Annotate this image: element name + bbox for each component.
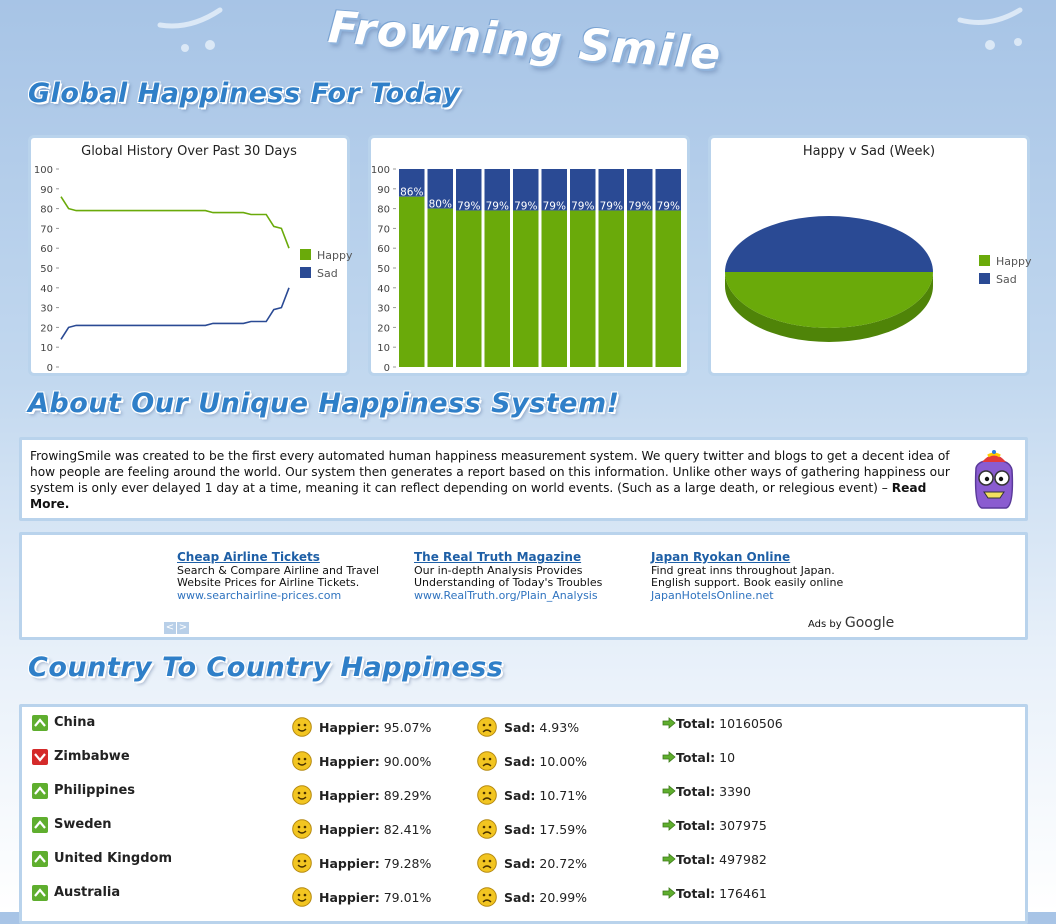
trend-up-icon: [32, 715, 48, 731]
y-tick-label: 70: [377, 224, 390, 236]
total-count: 10160506: [719, 716, 783, 731]
ad-title[interactable]: The Real Truth Magazine: [414, 550, 582, 564]
total-count: 497982: [719, 852, 767, 867]
section-title-about: About Our Unique Happiness System!: [28, 388, 620, 419]
about-text: [30, 448, 960, 512]
sad-percent: 10.00%: [539, 754, 588, 769]
sad-percent: 17.59%: [539, 822, 588, 837]
line-series-sad: [61, 288, 289, 340]
sad-label: Sad:: [504, 822, 536, 837]
chart-panel-bars: [368, 135, 690, 376]
country-name[interactable]: Sweden: [54, 817, 112, 832]
trend-up-icon: [32, 851, 48, 867]
happier-value: [319, 788, 431, 803]
y-tick-label: 100: [33, 165, 53, 176]
happier-percent: 79.01%: [383, 890, 432, 905]
sad-value: [504, 822, 587, 837]
country-row: [22, 749, 1022, 783]
happier-percent: 90.00%: [383, 754, 432, 769]
total-count: 3390: [719, 784, 751, 799]
happier-percent: 82.41%: [383, 822, 432, 837]
arrow-right-icon: [662, 819, 676, 831]
arrow-right-icon: [662, 751, 676, 763]
ads-by-label: Ads by: [808, 619, 842, 630]
google-logo: Google: [844, 615, 895, 631]
ad-description: Our in-depth Analysis Provides Understanding of Today's Troubles: [414, 564, 603, 589]
total-label: Total:: [676, 852, 716, 867]
bar-happy: [513, 211, 539, 367]
ad-url[interactable]: www.RealTruth.org/Plain_Analysis: [414, 589, 598, 602]
y-tick-label: 50: [377, 264, 390, 275]
happier-value: [319, 754, 431, 769]
country-name[interactable]: Philippines: [54, 783, 136, 798]
happy-face-icon: [292, 717, 312, 737]
legend-label: Happy: [317, 249, 353, 262]
country-name[interactable]: United Kingdom: [54, 851, 173, 866]
country-name[interactable]: Zimbabwe: [54, 749, 130, 764]
sad-face-icon: [477, 785, 497, 805]
y-tick-label: 20: [40, 323, 53, 335]
site-logo[interactable]: Frowning Smile: [326, 2, 723, 81]
read-more-link[interactable]: Read More.: [30, 481, 927, 511]
bar-happy: [570, 211, 596, 367]
happier-value: [319, 822, 431, 837]
happier-percent: 89.29%: [383, 788, 432, 803]
ad-url[interactable]: www.searchairline-prices.com: [177, 589, 342, 602]
legend-swatch: [979, 255, 990, 266]
total-count: 10: [719, 750, 736, 765]
country-name[interactable]: China: [54, 715, 96, 730]
y-tick-label: 100: [370, 165, 390, 176]
country-row: [22, 885, 1022, 919]
ads-prev-button[interactable]: <: [165, 622, 175, 633]
total-count: 307975: [719, 818, 767, 833]
chart-panel-pie: [708, 135, 1030, 376]
ad-title[interactable]: Cheap Airline Tickets: [177, 550, 320, 564]
sad-percent: 10.71%: [539, 788, 588, 803]
mascot-icon: [966, 448, 1020, 512]
happy-face-icon: [292, 819, 312, 839]
sad-face-icon: [477, 887, 497, 907]
y-tick-label: 50: [40, 264, 53, 275]
country-row: [22, 817, 1022, 851]
section-title-country: Country To Country Happiness: [28, 652, 504, 683]
happy-face-icon: [292, 751, 312, 771]
total-value: [662, 784, 751, 799]
arrow-right-icon: [662, 785, 676, 797]
sad-value: [504, 720, 579, 735]
bar-chart: [371, 138, 687, 373]
country-row: [22, 783, 1022, 817]
bar-label: 79%: [485, 200, 509, 213]
ads-by-google[interactable]: [808, 615, 894, 631]
ad-item[interactable]: [414, 551, 634, 602]
total-label: Total:: [676, 784, 716, 799]
ad-url[interactable]: JapanHotelsOnline.net: [651, 589, 774, 602]
legend-label: Sad: [317, 267, 338, 280]
bar-happy: [542, 211, 568, 367]
bar-label: 79%: [542, 200, 566, 213]
y-tick-label: 70: [40, 224, 53, 236]
bar-label: 86%: [400, 186, 424, 199]
happier-label: Happier:: [319, 754, 380, 769]
y-tick-label: 60: [377, 244, 390, 256]
bar-label: 79%: [628, 200, 652, 213]
legend-swatch: [979, 273, 990, 284]
ads-next-button[interactable]: >: [178, 622, 188, 633]
trend-up-icon: [32, 885, 48, 901]
total-value: [662, 750, 735, 765]
bar-happy: [456, 211, 482, 367]
legend-label: Sad: [996, 273, 1017, 286]
ad-description: Find great inns throughout Japan. English support. Book easily online: [651, 564, 844, 589]
total-label: Total:: [676, 818, 716, 833]
total-value: [662, 886, 767, 901]
sad-value: [504, 890, 587, 905]
happier-label: Happier:: [319, 822, 380, 837]
sad-value: [504, 754, 587, 769]
country-row: [22, 851, 1022, 885]
sad-label: Sad:: [504, 788, 536, 803]
bar-label: 79%: [457, 200, 481, 213]
happier-label: Happier:: [319, 788, 380, 803]
section-title-global: Global Happiness For Today: [28, 78, 461, 109]
ad-item[interactable]: [177, 551, 397, 602]
sad-percent: 4.93%: [539, 720, 580, 735]
y-tick-label: 40: [377, 283, 390, 295]
about-description: FrowingSmile was created to be the first every automated human happiness measurement system. We query twitter and blogs to get a decent idea of how people are feeling around the world. Our system then generates a report based on this information. Unlike other ways of gathering happiness our system is only ever delayed 1 day at a time, meaning it can reflect depending on world events. (Such as a large death, or relegious event) –: [30, 449, 950, 495]
trend-down-icon: [32, 749, 48, 765]
y-tick-label: 10: [377, 343, 390, 355]
ad-description: Search & Compare Airline and Travel Website Prices for Airline Tickets.: [177, 564, 380, 589]
chart-panel-history: [28, 135, 353, 376]
country-table: [19, 704, 1028, 924]
happier-value: [319, 890, 431, 905]
trend-up-icon: [32, 783, 48, 799]
ads-panel: [19, 532, 1028, 640]
legend-swatch: [300, 249, 311, 260]
y-tick-label: 20: [377, 323, 390, 335]
y-tick-label: 80: [40, 204, 53, 216]
y-tick-label: 0: [46, 363, 53, 374]
happier-label: Happier:: [319, 856, 380, 871]
happier-percent: 79.28%: [383, 856, 432, 871]
bar-label: 79%: [571, 200, 595, 213]
happier-label: Happier:: [319, 890, 380, 905]
total-label: Total:: [676, 886, 716, 901]
happier-value: [319, 720, 431, 735]
sad-label: Sad:: [504, 890, 536, 905]
sad-value: [504, 788, 587, 803]
total-label: Total:: [676, 716, 716, 731]
total-value: [662, 818, 767, 833]
sad-label: Sad:: [504, 754, 536, 769]
sad-face-icon: [477, 819, 497, 839]
trend-up-icon: [32, 817, 48, 833]
country-row: [22, 715, 1022, 749]
happy-face-icon: [292, 785, 312, 805]
pie-chart: [711, 138, 1032, 373]
arrow-right-icon: [662, 717, 676, 729]
happy-face-icon: [292, 853, 312, 873]
ads-navigation: [164, 615, 190, 634]
pie-slice-sad: [725, 216, 933, 272]
bar-happy: [599, 211, 625, 367]
about-panel: [19, 437, 1028, 521]
y-tick-label: 40: [40, 283, 53, 295]
arrow-right-icon: [662, 853, 676, 865]
y-tick-label: 30: [377, 303, 390, 315]
sad-face-icon: [477, 751, 497, 771]
happier-percent: 95.07%: [383, 720, 432, 735]
line-chart: [31, 138, 353, 374]
y-tick-label: 80: [377, 204, 390, 216]
chart-title-pie: Happy v Sad (Week): [802, 144, 936, 159]
bar-happy: [627, 211, 653, 367]
sad-label: Sad:: [504, 856, 536, 871]
line-series-happy: [61, 197, 289, 249]
country-name[interactable]: Australia: [54, 885, 121, 900]
total-value: [662, 852, 767, 867]
bar-label: 80%: [428, 198, 452, 211]
ad-item[interactable]: [651, 551, 871, 602]
bar-label: 79%: [599, 200, 623, 213]
y-tick-label: 30: [40, 303, 53, 315]
sad-face-icon: [477, 717, 497, 737]
y-tick-label: 90: [377, 184, 390, 196]
bar-happy: [656, 211, 682, 367]
sad-label: Sad:: [504, 720, 536, 735]
sad-value: [504, 856, 587, 871]
sad-percent: 20.72%: [539, 856, 588, 871]
happy-face-icon: [292, 887, 312, 907]
arrow-right-icon: [662, 887, 676, 899]
chart-title-history: Global History Over Past 30 Days: [81, 144, 297, 159]
happier-value: [319, 856, 431, 871]
bar-happy: [485, 211, 511, 367]
y-tick-label: 0: [383, 363, 390, 374]
total-count: 176461: [719, 886, 767, 901]
y-tick-label: 60: [40, 244, 53, 256]
bar-label: 79%: [514, 200, 538, 213]
total-value: [662, 716, 783, 731]
bar-happy: [428, 209, 454, 367]
sad-percent: 20.99%: [539, 890, 588, 905]
legend-label: Happy: [996, 255, 1032, 268]
total-label: Total:: [676, 750, 716, 765]
happier-label: Happier:: [319, 720, 380, 735]
y-tick-label: 10: [40, 343, 53, 355]
bar-happy: [399, 197, 425, 367]
y-tick-label: 90: [40, 184, 53, 196]
legend-swatch: [300, 267, 311, 278]
ad-title[interactable]: Japan Ryokan Online: [651, 550, 791, 564]
bar-label: 79%: [656, 200, 680, 213]
sad-face-icon: [477, 853, 497, 873]
